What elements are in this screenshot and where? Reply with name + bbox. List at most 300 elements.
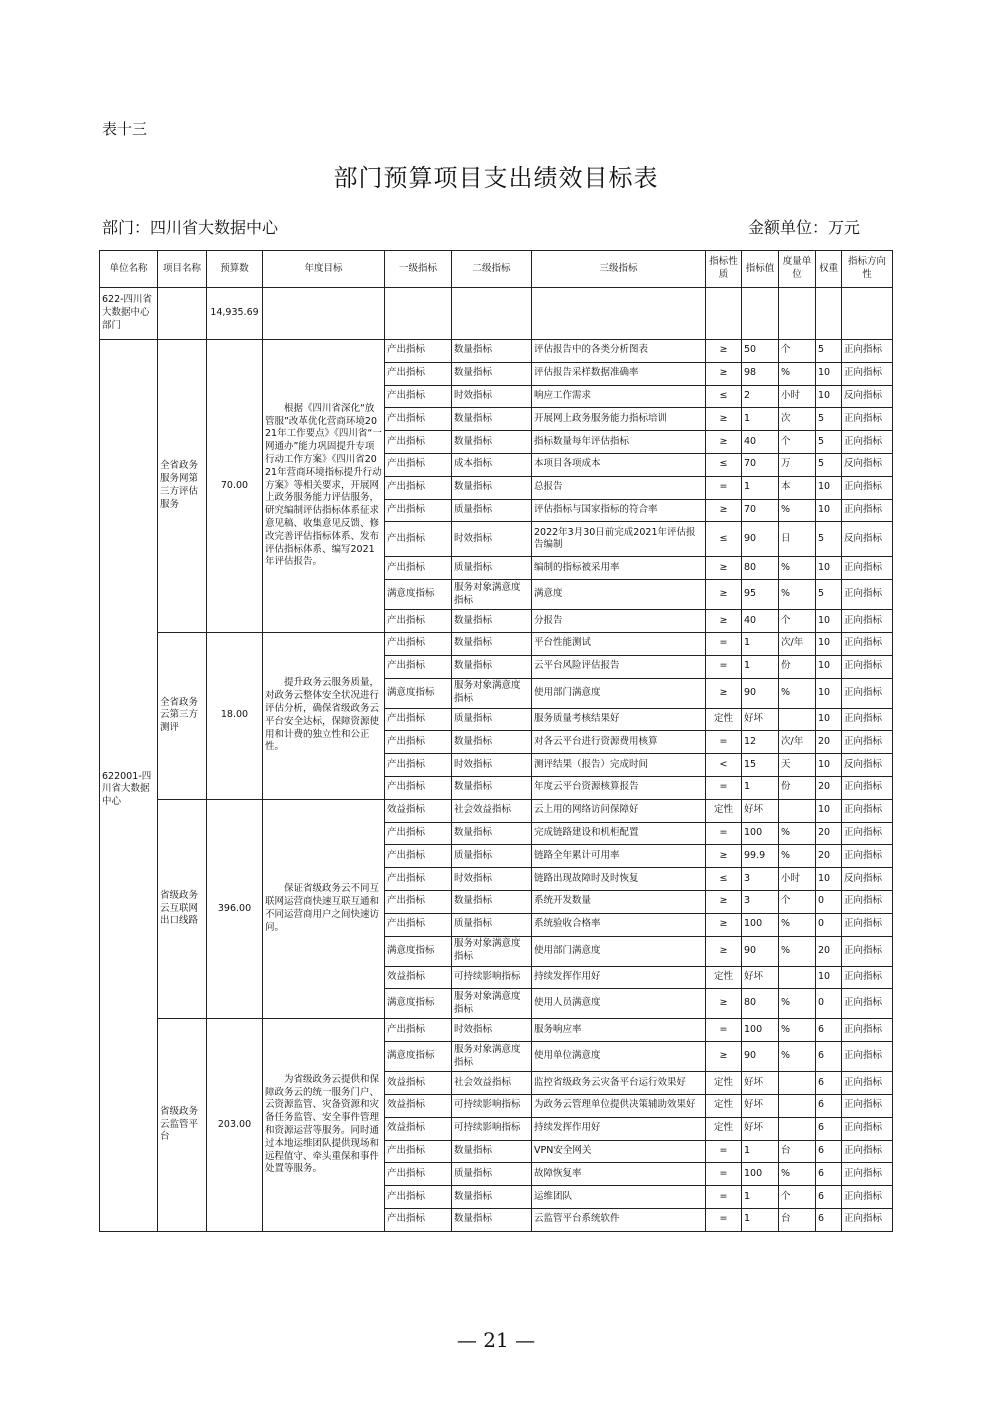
indicator-nature-cell: 定性 [706,708,742,731]
measure-unit-cell: 个 [779,1186,816,1209]
level2-indicator-cell: 服务对象满意度指标 [452,989,532,1019]
level3-indicator-cell: 使用人员满意度 [532,989,706,1019]
weight-cell: 6 [816,1163,842,1186]
department-label: 部门：四川省大数据中心 [102,218,279,237]
level3-indicator-cell: 云平台风险评估报告 [532,655,706,678]
level3-indicator-cell: 年度云平台资源核算报告 [532,776,706,799]
level3-indicator-cell: 监控省级政务云灾备平台运行效果好 [532,1072,706,1095]
indicator-value-cell: 1 [742,408,779,431]
measure-unit-cell: % [779,678,816,708]
empty-cell [532,288,706,340]
level3-indicator-cell: 持续发挥作用好 [532,1117,706,1140]
indicator-value-cell: 80 [742,557,779,580]
indicator-value-cell: 50 [742,340,779,363]
level3-indicator-cell: 使用单位满意度 [532,1042,706,1072]
weight-cell: 5 [816,522,842,557]
indicator-value-cell: 95 [742,580,779,610]
level3-indicator-cell: 对各云平台进行资源费用核算 [532,731,706,754]
direction-cell: 正向指标 [842,340,893,363]
department-row [100,288,893,340]
amount-unit-label: 金额单位：万元 [747,218,860,237]
direction-cell: 正向指标 [842,1117,893,1140]
indicator-nature-cell: ≤ [706,453,742,476]
indicator-nature-cell: ≥ [706,989,742,1019]
direction-cell: 正向指标 [842,1042,893,1072]
weight-cell: 10 [816,632,842,655]
indicator-value-cell: 好坏 [742,799,779,822]
indicator-nature-cell: ≥ [706,362,742,385]
level1-indicator-cell: 满意度指标 [385,1042,452,1072]
indicator-value-cell: 1 [742,655,779,678]
level1-indicator-cell: 产出指标 [385,1019,452,1042]
level3-indicator-cell: 满意度 [532,580,706,610]
indicator-value-cell: 1 [742,1140,779,1163]
level1-indicator-cell: 产出指标 [385,499,452,522]
level3-indicator-cell: 服务质量考核结果好 [532,708,706,731]
empty-cell [779,288,816,340]
indicator-value-cell: 40 [742,431,779,454]
header-project-name: 项目名称 [158,251,207,288]
level3-indicator-cell: 使用部门满意度 [532,678,706,708]
indicator-value-cell: 70 [742,453,779,476]
indicator-row [100,632,893,655]
level2-indicator-cell: 数量指标 [452,408,532,431]
weight-cell: 6 [816,1019,842,1042]
level2-indicator-cell: 数量指标 [452,1140,532,1163]
direction-cell: 正向指标 [842,1019,893,1042]
header-unit-name: 单位名称 [100,251,158,288]
level1-indicator-cell: 产出指标 [385,385,452,408]
level1-indicator-cell: 效益指标 [385,966,452,989]
level2-indicator-cell: 质量指标 [452,708,532,731]
measure-unit-cell: 万 [779,453,816,476]
indicator-value-cell: 好坏 [742,966,779,989]
empty-cell [742,288,779,340]
level2-indicator-cell: 可持续影响指标 [452,1094,532,1117]
indicator-value-cell: 1 [742,632,779,655]
weight-cell: 5 [816,340,842,363]
level3-indicator-cell: 链路全年累计可用率 [532,845,706,868]
indicator-value-cell: 12 [742,731,779,754]
direction-cell: 正向指标 [842,678,893,708]
level1-indicator-cell: 产出指标 [385,408,452,431]
weight-cell: 10 [816,499,842,522]
level2-indicator-cell: 质量指标 [452,557,532,580]
indicator-nature-cell: ≤ [706,385,742,408]
project-goal-cell: 保证省级政务云不同互联网运营商快速互联互通和不同运营商用户之间快速访问。 [263,799,385,1019]
level2-indicator-cell: 服务对象满意度指标 [452,1042,532,1072]
weight-cell: 6 [816,1042,842,1072]
direction-cell: 正向指标 [842,632,893,655]
level3-indicator-cell: 为政务云管理单位提供决策辅助效果好 [532,1094,706,1117]
table-header-row [100,251,893,288]
indicator-nature-cell: ≥ [706,580,742,610]
weight-cell: 10 [816,868,842,891]
weight-cell: 20 [816,822,842,845]
measure-unit-cell: 个 [779,431,816,454]
level2-indicator-cell: 数量指标 [452,731,532,754]
level2-indicator-cell: 服务对象满意度指标 [452,580,532,610]
level2-indicator-cell: 数量指标 [452,890,532,913]
weight-cell: 10 [816,799,842,822]
header-direction: 指标方向性 [842,251,893,288]
level1-indicator-cell: 效益指标 [385,1072,452,1095]
level2-indicator-cell: 社会效益指标 [452,1072,532,1095]
measure-unit-cell: % [779,1163,816,1186]
indicator-value-cell: 99.9 [742,845,779,868]
indicator-nature-cell: ≤ [706,522,742,557]
measure-unit-cell: % [779,362,816,385]
measure-unit-cell: 天 [779,754,816,777]
level1-indicator-cell: 产出指标 [385,1208,452,1231]
level2-indicator-cell: 数量指标 [452,340,532,363]
level3-indicator-cell: 总报告 [532,476,706,499]
project-name-cell: 省级政务云监管平台 [158,1019,207,1231]
level1-indicator-cell: 产出指标 [385,868,452,891]
level1-indicator-cell: 满意度指标 [385,989,452,1019]
direction-cell: 正向指标 [842,989,893,1019]
level2-indicator-cell: 数量指标 [452,776,532,799]
measure-unit-cell: 个 [779,610,816,633]
level2-indicator-cell: 数量指标 [452,362,532,385]
level3-indicator-cell: 响应工作需求 [532,385,706,408]
level1-indicator-cell: 效益指标 [385,1117,452,1140]
project-goal-cell: 为省级政务云提供和保障政务云的统一服务门户、云资源监管、灾备资源和灾备任务监管、安全事件管理和资源运营等服务。同时通过本地运维团队提供现场和远程值守、牵头重保和事件处置等服务。 [263,1019,385,1231]
level2-indicator-cell: 数量指标 [452,655,532,678]
direction-cell: 正向指标 [842,1208,893,1231]
weight-cell: 0 [816,913,842,936]
direction-cell: 正向指标 [842,708,893,731]
indicator-nature-cell: = [706,822,742,845]
project-name-cell: 全省政务云第三方测评 [158,632,207,799]
direction-cell: 正向指标 [842,776,893,799]
level2-indicator-cell: 成本指标 [452,453,532,476]
indicator-nature-cell: ≤ [706,868,742,891]
indicator-nature-cell: ≥ [706,340,742,363]
level2-indicator-cell: 质量指标 [452,913,532,936]
indicator-value-cell: 好坏 [742,1094,779,1117]
empty-cell [842,288,893,340]
header-indicator-nature: 指标性质 [706,251,742,288]
direction-cell: 反向指标 [842,522,893,557]
measure-unit-cell [779,708,816,731]
measure-unit-cell: 本 [779,476,816,499]
empty-cell [385,288,452,340]
project-budget-cell: 18.00 [207,632,263,799]
indicator-value-cell: 90 [742,678,779,708]
indicator-value-cell: 100 [742,1163,779,1186]
empty-cell [263,288,385,340]
indicator-value-cell: 好坏 [742,1072,779,1095]
weight-cell: 5 [816,408,842,431]
indicator-nature-cell: = [706,1163,742,1186]
indicator-row [100,340,893,363]
level1-indicator-cell: 满意度指标 [385,678,452,708]
measure-unit-cell: 个 [779,340,816,363]
direction-cell: 正向指标 [842,936,893,966]
level1-indicator-cell: 产出指标 [385,822,452,845]
level3-indicator-cell: 系统验收合格率 [532,913,706,936]
weight-cell: 20 [816,731,842,754]
project-name-cell: 全省政务服务网第三方评估服务 [158,340,207,633]
measure-unit-cell: 份 [779,776,816,799]
indicator-nature-cell: = [706,1186,742,1209]
empty-cell [816,288,842,340]
measure-unit-cell: 份 [779,655,816,678]
measure-unit-cell: % [779,936,816,966]
level2-indicator-cell: 数量指标 [452,1186,532,1209]
measure-unit-cell [779,1094,816,1117]
level3-indicator-cell: 持续发挥作用好 [532,966,706,989]
level1-indicator-cell: 产出指标 [385,362,452,385]
direction-cell: 正向指标 [842,799,893,822]
direction-cell: 反向指标 [842,453,893,476]
indicator-value-cell: 90 [742,522,779,557]
measure-unit-cell: 日 [779,522,816,557]
measure-unit-cell: 小时 [779,868,816,891]
indicator-value-cell: 70 [742,499,779,522]
sub-unit-cell: 622001-四川省大数据中心 [100,340,158,1232]
measure-unit-cell: % [779,580,816,610]
level2-indicator-cell: 时效指标 [452,754,532,777]
level1-indicator-cell: 效益指标 [385,1094,452,1117]
indicator-nature-cell: ≥ [706,678,742,708]
measure-unit-cell: 台 [779,1140,816,1163]
level3-indicator-cell: VPN安全网关 [532,1140,706,1163]
level3-indicator-cell: 编制的指标被采用率 [532,557,706,580]
performance-target-table [99,250,893,1232]
weight-cell: 10 [816,385,842,408]
level1-indicator-cell: 产出指标 [385,1163,452,1186]
measure-unit-cell [779,799,816,822]
direction-cell: 反向指标 [842,868,893,891]
level3-indicator-cell: 测评结果（报告）完成时间 [532,754,706,777]
level2-indicator-cell: 数量指标 [452,1208,532,1231]
project-name-cell: 省级政务云互联网出口线路 [158,799,207,1019]
level2-indicator-cell: 社会效益指标 [452,799,532,822]
level3-indicator-cell: 平台性能测试 [532,632,706,655]
department-budget-cell: 14,935.69 [207,288,263,340]
indicator-nature-cell: 定性 [706,1072,742,1095]
indicator-nature-cell: 定性 [706,1117,742,1140]
direction-cell: 反向指标 [842,385,893,408]
indicator-value-cell: 3 [742,890,779,913]
indicator-nature-cell: ≥ [706,890,742,913]
level1-indicator-cell: 产出指标 [385,431,452,454]
weight-cell: 10 [816,708,842,731]
header-indicator-value: 指标值 [742,251,779,288]
header-level1-indicator: 一级指标 [385,251,452,288]
level3-indicator-cell: 2022年3月30日前完成2021年评估报告编制 [532,522,706,557]
direction-cell: 正向指标 [842,890,893,913]
indicator-nature-cell: 定性 [706,966,742,989]
level1-indicator-cell: 产出指标 [385,476,452,499]
department-unit-cell: 622-四川省大数据中心部门 [100,288,158,340]
level1-indicator-cell: 产出指标 [385,708,452,731]
measure-unit-cell: % [779,557,816,580]
page-number: — 21 — [456,1328,536,1352]
indicator-value-cell: 98 [742,362,779,385]
indicator-value-cell: 1 [742,1208,779,1231]
level1-indicator-cell: 产出指标 [385,655,452,678]
header-weight: 权重 [816,251,842,288]
indicator-nature-cell: ≥ [706,1042,742,1072]
measure-unit-cell: 次/年 [779,632,816,655]
level1-indicator-cell: 产出指标 [385,913,452,936]
direction-cell: 反向指标 [842,754,893,777]
direction-cell: 正向指标 [842,1186,893,1209]
measure-unit-cell: % [779,913,816,936]
indicator-nature-cell: = [706,1140,742,1163]
weight-cell: 5 [816,580,842,610]
weight-cell: 6 [816,1094,842,1117]
level3-indicator-cell: 故障恢复率 [532,1163,706,1186]
weight-cell: 6 [816,1208,842,1231]
level1-indicator-cell: 产出指标 [385,1186,452,1209]
level1-indicator-cell: 产出指标 [385,632,452,655]
direction-cell: 正向指标 [842,557,893,580]
level3-indicator-cell: 运维团队 [532,1186,706,1209]
indicator-nature-cell: = [706,476,742,499]
level2-indicator-cell: 服务对象满意度指标 [452,936,532,966]
measure-unit-cell [779,1072,816,1095]
measure-unit-cell: % [779,989,816,1019]
indicator-nature-cell: ≥ [706,431,742,454]
direction-cell: 正向指标 [842,845,893,868]
indicator-nature-cell: = [706,1208,742,1231]
measure-unit-cell: 次 [779,408,816,431]
level2-indicator-cell: 数量指标 [452,610,532,633]
level3-indicator-cell: 使用部门满意度 [532,936,706,966]
level3-indicator-cell: 服务响应率 [532,1019,706,1042]
direction-cell: 正向指标 [842,966,893,989]
level3-indicator-cell: 链路出现故障时及时恢复 [532,868,706,891]
level2-indicator-cell: 时效指标 [452,1019,532,1042]
measure-unit-cell: % [779,822,816,845]
indicator-value-cell: 2 [742,385,779,408]
header-measure-unit: 度量单位 [779,251,816,288]
weight-cell: 10 [816,655,842,678]
indicator-nature-cell: = [706,655,742,678]
measure-unit-cell [779,966,816,989]
indicator-value-cell: 90 [742,936,779,966]
level2-indicator-cell: 数量指标 [452,431,532,454]
indicator-nature-cell: < [706,754,742,777]
level1-indicator-cell: 产出指标 [385,610,452,633]
empty-cell [158,288,207,340]
weight-cell: 0 [816,890,842,913]
weight-cell: 6 [816,1117,842,1140]
weight-cell: 10 [816,476,842,499]
indicator-nature-cell: = [706,776,742,799]
direction-cell: 正向指标 [842,1163,893,1186]
level3-indicator-cell: 分报告 [532,610,706,633]
indicator-value-cell: 1 [742,476,779,499]
weight-cell: 10 [816,678,842,708]
indicator-row [100,1019,893,1042]
indicator-nature-cell: = [706,1019,742,1042]
weight-cell: 10 [816,966,842,989]
level2-indicator-cell: 时效指标 [452,868,532,891]
level3-indicator-cell: 云上用的网络访问保障好 [532,799,706,822]
indicator-value-cell: 好坏 [742,1117,779,1140]
level1-indicator-cell: 产出指标 [385,1140,452,1163]
level2-indicator-cell: 服务对象满意度指标 [452,678,532,708]
measure-unit-cell: 次/年 [779,731,816,754]
header-level2-indicator: 二级指标 [452,251,532,288]
indicator-nature-cell: = [706,632,742,655]
level1-indicator-cell: 产出指标 [385,754,452,777]
weight-cell: 20 [816,845,842,868]
indicator-value-cell: 40 [742,610,779,633]
direction-cell: 正向指标 [842,731,893,754]
direction-cell: 正向指标 [842,1072,893,1095]
measure-unit-cell: 个 [779,890,816,913]
indicator-value-cell: 好坏 [742,708,779,731]
indicator-nature-cell: ≥ [706,845,742,868]
weight-cell: 10 [816,610,842,633]
level3-indicator-cell: 系统开发数量 [532,890,706,913]
indicator-nature-cell: 定性 [706,1094,742,1117]
weight-cell: 10 [816,557,842,580]
empty-cell [706,288,742,340]
indicator-value-cell: 3 [742,868,779,891]
direction-cell: 正向指标 [842,655,893,678]
indicator-nature-cell: ≥ [706,557,742,580]
direction-cell: 正向指标 [842,499,893,522]
measure-unit-cell: 台 [779,1208,816,1231]
level2-indicator-cell: 时效指标 [452,385,532,408]
level1-indicator-cell: 产出指标 [385,522,452,557]
level3-indicator-cell: 云监管平台系统软件 [532,1208,706,1231]
direction-cell: 正向指标 [842,610,893,633]
measure-unit-cell: % [779,845,816,868]
indicator-value-cell: 100 [742,913,779,936]
level1-indicator-cell: 产出指标 [385,731,452,754]
level2-indicator-cell: 数量指标 [452,476,532,499]
indicator-nature-cell: 定性 [706,799,742,822]
indicator-value-cell: 80 [742,989,779,1019]
indicator-value-cell: 90 [742,1042,779,1072]
level3-indicator-cell: 完成链路建设和机柜配置 [532,822,706,845]
header-annual-goal: 年度目标 [263,251,385,288]
level2-indicator-cell: 可持续影响指标 [452,1117,532,1140]
weight-cell: 6 [816,1186,842,1209]
indicator-nature-cell: ≥ [706,913,742,936]
direction-cell: 正向指标 [842,431,893,454]
indicator-nature-cell: = [706,731,742,754]
level2-indicator-cell: 时效指标 [452,522,532,557]
direction-cell: 正向指标 [842,822,893,845]
level1-indicator-cell: 效益指标 [385,799,452,822]
indicator-nature-cell: ≥ [706,936,742,966]
indicator-value-cell: 15 [742,754,779,777]
level2-indicator-cell: 数量指标 [452,632,532,655]
direction-cell: 正向指标 [842,1094,893,1117]
indicator-nature-cell: ≥ [706,408,742,431]
empty-cell [452,288,532,340]
weight-cell: 6 [816,1140,842,1163]
level2-indicator-cell: 质量指标 [452,845,532,868]
indicator-value-cell: 1 [742,1186,779,1209]
direction-cell: 正向指标 [842,580,893,610]
direction-cell: 正向指标 [842,913,893,936]
document-title: 部门预算项目支出绩效目标表 [333,164,659,192]
direction-cell: 正向指标 [842,408,893,431]
project-goal-cell: 根据《四川省深化“放管服”改革优化营商环境2021年工作要点》《四川省“一网通办”能力巩固提升专项行动工作方案》《四川省2021年营商环境指标提升行动方案》等相关要求，开展网上政务服务能力评估服务，研究编制评估指标体系征求意见稿、收集意见反馈、修改完善评估指标体系、发布评估指标体系、编写2021年评估报告。 [263,340,385,633]
project-budget-cell: 70.00 [207,340,263,633]
measure-unit-cell: % [779,1019,816,1042]
